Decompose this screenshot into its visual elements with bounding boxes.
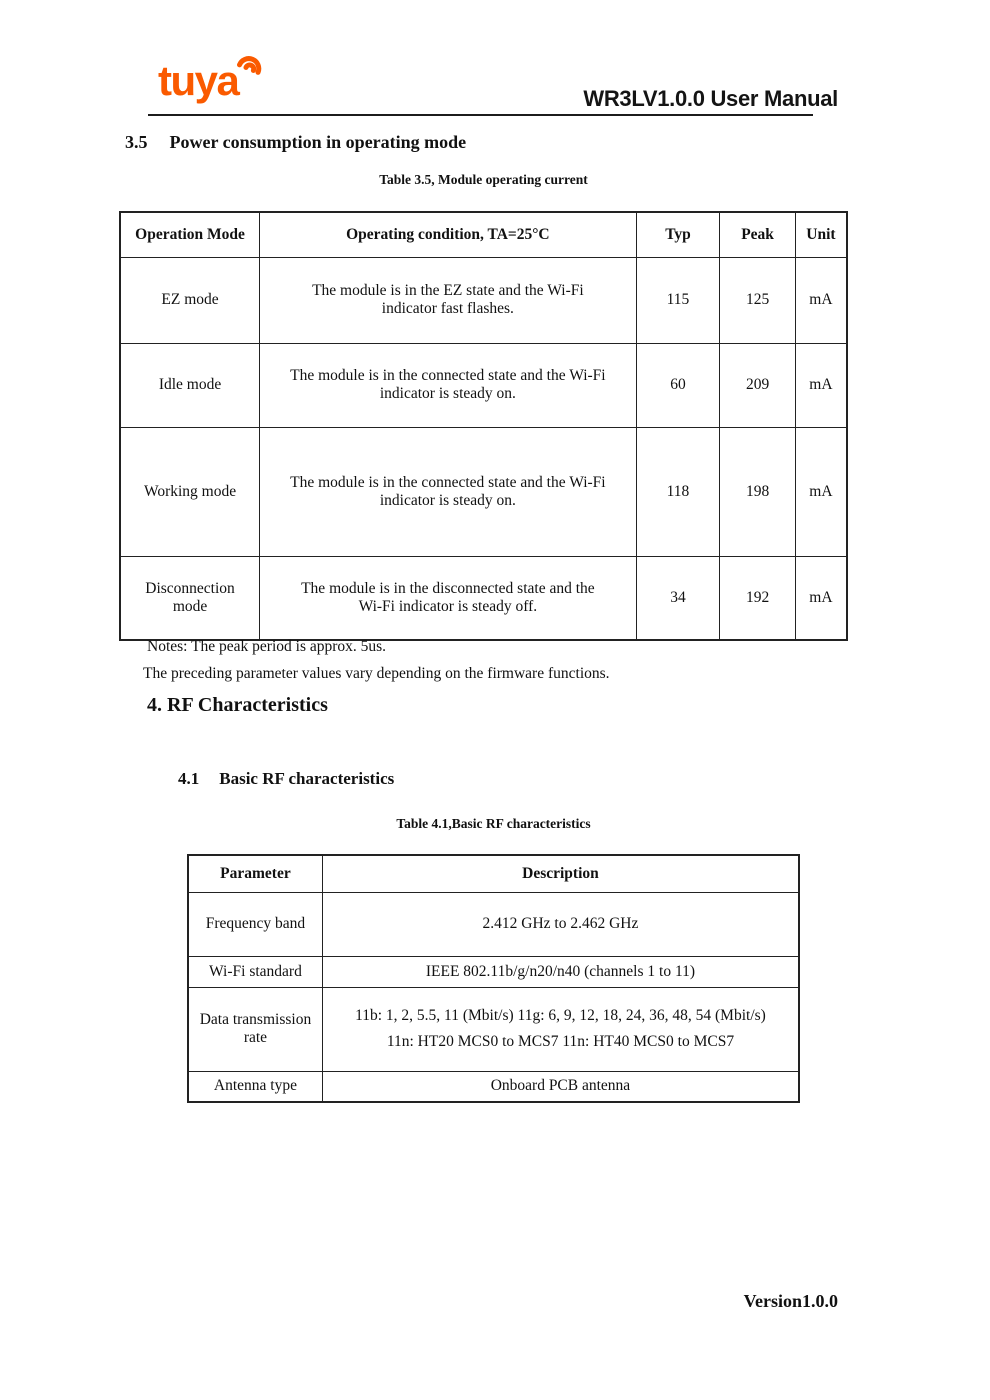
cell-typ: 60 [636,343,720,427]
section-4-1-heading [178,769,394,789]
tuya-logo-text: tuya [158,57,239,104]
section-4-heading: 4. RF Characteristics [147,694,328,716]
col-header-description: Description [322,855,799,892]
col-header-unit: Unit [795,212,847,257]
cell-parameter: Data transmission rate [188,987,322,1071]
cell-peak: 209 [720,343,796,427]
section-number: 3.5 [125,132,148,152]
table-row-idle-mode [120,343,847,427]
table-notes [143,638,610,692]
table-row-data-transmission-rate [188,987,799,1071]
col-header-operating-condition: Operating condition, TA=25°C [260,212,637,257]
cell-description: 11b: 1, 2, 5.5, 11 (Mbit/s) 11g: 6, 9, 12, 18, 24, 36, 48, 54 (Mbit/s) 11n: HT20 MCS0 to MCS7 11n: HT40 MCS0 to MCS7 [322,987,799,1071]
cell-unit: mA [795,556,847,640]
section-title: Power consumption in operating mode [169,132,467,152]
col-header-typ: Typ [636,212,720,257]
basic-rf-table [187,854,800,1103]
wifi-signal-icon [233,43,274,80]
cell-mode: EZ mode [120,257,260,343]
cell-peak: 125 [720,257,796,343]
table-row-wifi-standard [188,956,799,987]
document-title: WR3LV1.0.0 User Manual [583,86,838,111]
cell-typ: 34 [636,556,720,640]
cell-condition: The module is in the connected state and the Wi-Fi indicator is steady on. [260,427,637,556]
cell-typ: 118 [636,427,720,556]
cell-description: Onboard PCB antenna [322,1071,799,1102]
cell-mode: Idle mode [120,343,260,427]
cell-parameter: Wi-Fi standard [188,956,322,987]
table-row-antenna-type [188,1071,799,1102]
cell-parameter: Antenna type [188,1071,322,1102]
cell-peak: 192 [720,556,796,640]
cell-description: 2.412 GHz to 2.462 GHz [322,892,799,956]
table-row-disconnection-mode [120,556,847,640]
section-number: 4.1 [178,769,200,788]
cell-condition: The module is in the EZ state and the Wi-Fi indicator fast flashes. [260,257,637,343]
cell-condition: The module is in the connected state and the Wi-Fi indicator is steady on. [260,343,637,427]
note-peak-period: Notes: The peak period is approx. 5us. [147,638,387,655]
cell-description: IEEE 802.11b/g/n20/n40 (channels 1 to 11) [322,956,799,987]
col-header-parameter: Parameter [188,855,322,892]
col-header-operation-mode: Operation Mode [120,212,260,257]
section-title: Basic RF characteristics [219,769,395,788]
cell-parameter: Frequency band [188,892,322,956]
tuya-logo [158,57,239,104]
table-header-row [120,212,847,257]
cell-typ: 115 [636,257,720,343]
cell-condition: The module is in the disconnected state and the Wi-Fi indicator is steady off. [260,556,637,640]
section-3-5-heading [125,132,466,153]
table-header-row [188,855,799,892]
table-row-frequency-band [188,892,799,956]
cell-unit: mA [795,427,847,556]
col-header-peak: Peak [720,212,796,257]
cell-unit: mA [795,257,847,343]
table-3-5-caption: Table 3.5, Module operating current [379,172,588,187]
cell-peak: 198 [720,427,796,556]
operating-current-table [119,211,848,641]
cell-unit: mA [795,343,847,427]
cell-mode: Disconnection mode [120,556,260,640]
table-row-ez-mode [120,257,847,343]
table-4-1-caption: Table 4.1,Basic RF characteristics [396,816,591,831]
cell-mode: Working mode [120,427,260,556]
version-label: Version1.0.0 [743,1291,838,1311]
table-row-working-mode [120,427,847,556]
header-rule [148,114,813,116]
note-parameter-values: The preceding parameter values vary depending on the firmware functions. [143,665,610,682]
